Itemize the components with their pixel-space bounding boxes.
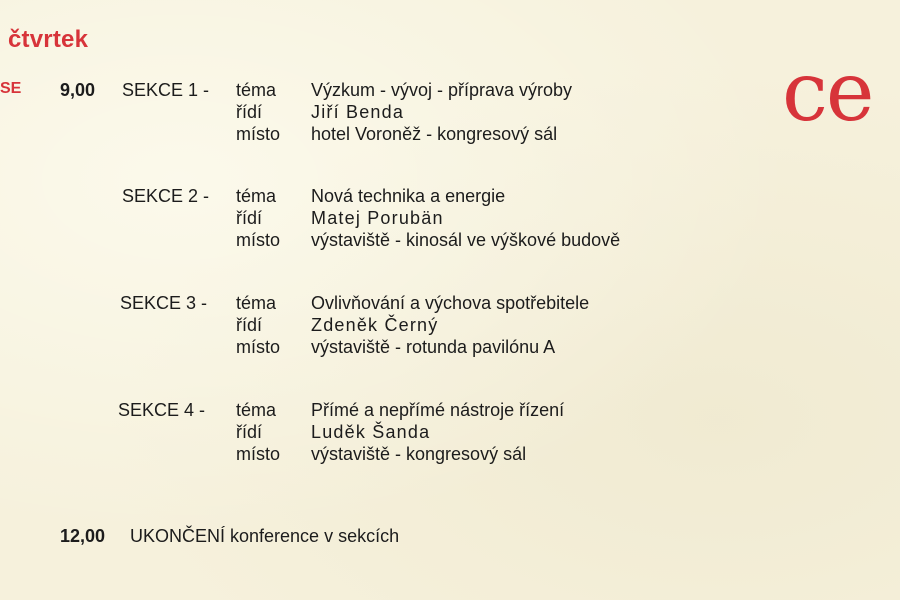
chair-row xyxy=(0,102,900,124)
logo: ce xyxy=(782,45,873,140)
venue-key: místo xyxy=(236,124,281,144)
chair-row xyxy=(0,315,900,337)
chair-key: řídí xyxy=(236,208,263,228)
chair-row xyxy=(0,208,900,230)
topic-key: téma xyxy=(236,186,277,206)
chair-key: řídí xyxy=(236,102,263,122)
section-1 xyxy=(0,80,900,150)
topic-row xyxy=(0,186,900,208)
venue-value: výstaviště - kinosál ve výškové budově xyxy=(311,230,621,250)
topic-value: Ovlivňování a výchova spotřebitele xyxy=(311,293,590,313)
topic-value: Nová technika a energie xyxy=(311,186,506,206)
end-time: 12,00 xyxy=(60,526,106,546)
section-label: SEKCE 4 - xyxy=(118,400,206,420)
chair-value: Jiří Benda xyxy=(311,102,405,122)
section-2 xyxy=(0,186,900,256)
section-label: SEKCE 3 - xyxy=(120,293,208,313)
chair-value: Matej Porubän xyxy=(311,208,444,228)
chair-key: řídí xyxy=(236,422,263,442)
venue-row xyxy=(0,230,900,252)
venue-key: místo xyxy=(236,337,281,357)
topic-key: téma xyxy=(236,80,277,100)
chair-value: Zdeněk Černý xyxy=(311,315,439,335)
chair-key: řídí xyxy=(236,315,263,335)
venue-value: výstaviště - rotunda pavilónu A xyxy=(311,337,556,357)
topic-row xyxy=(0,400,900,422)
section-label: SEKCE 1 - xyxy=(122,80,210,100)
venue-key: místo xyxy=(236,444,281,464)
cut-off-label: SE xyxy=(0,80,22,97)
section-3 xyxy=(0,293,900,363)
topic-key: téma xyxy=(236,293,277,313)
topic-row xyxy=(0,80,900,102)
venue-row xyxy=(0,337,900,359)
section-label: SEKCE 2 - xyxy=(122,186,210,206)
chair-row xyxy=(0,422,900,444)
venue-key: místo xyxy=(236,230,281,250)
section-4 xyxy=(0,400,900,470)
venue-row xyxy=(0,444,900,466)
venue-value: výstaviště - kongresový sál xyxy=(311,444,527,464)
topic-key: téma xyxy=(236,400,277,420)
chair-value: Luděk Šanda xyxy=(311,422,431,442)
start-time: 9,00 xyxy=(60,80,96,100)
closing-text: UKONČENÍ konference v sekcích xyxy=(130,526,400,546)
topic-value: Přímé a nepřímé nástroje řízení xyxy=(311,400,565,420)
venue-row xyxy=(0,124,900,146)
day-title: čtvrtek xyxy=(8,26,89,53)
topic-value: Výzkum - vývoj - příprava výroby xyxy=(311,80,573,100)
venue-value: hotel Voroněž - kongresový sál xyxy=(311,124,558,144)
topic-row xyxy=(0,293,900,315)
